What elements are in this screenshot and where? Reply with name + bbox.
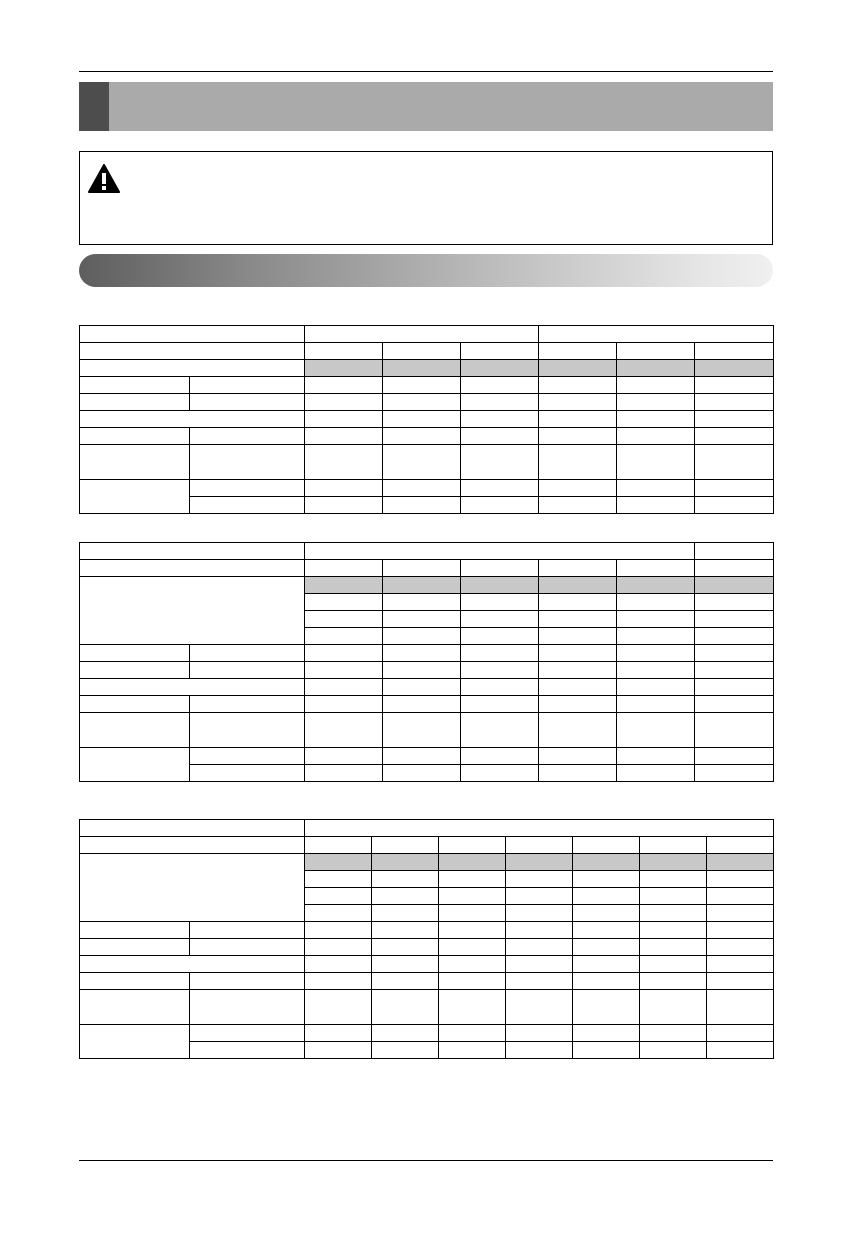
table-cell [695, 377, 774, 394]
table-cell [506, 854, 573, 871]
table-cell [640, 973, 707, 990]
table-row [80, 560, 774, 577]
table-row [80, 411, 774, 428]
table-cell [190, 645, 305, 662]
table-cell [383, 679, 461, 696]
table-cell [695, 343, 774, 360]
table-cell [539, 428, 617, 445]
table-cell [80, 973, 190, 990]
table-cell [80, 837, 305, 854]
table-cell [539, 645, 617, 662]
table-cell [506, 837, 573, 854]
table-row [80, 577, 774, 594]
table-cell [617, 411, 695, 428]
table-cell [80, 990, 190, 1025]
table-cell [573, 871, 640, 888]
table-cell [190, 922, 305, 939]
table-cell [439, 888, 506, 905]
table-cell [617, 497, 695, 514]
table-cell [305, 939, 372, 956]
table-cell [539, 696, 617, 713]
table-cell [506, 905, 573, 922]
table-cell [695, 765, 774, 782]
table-cell [190, 696, 305, 713]
table-cell [573, 1042, 640, 1059]
table-cell [305, 611, 383, 628]
table-cell [372, 1042, 439, 1059]
table-cell [640, 1025, 707, 1042]
table-cell [640, 888, 707, 905]
table-cell [305, 645, 383, 662]
table-cell [439, 956, 506, 973]
table-cell [707, 854, 774, 871]
table-cell [461, 611, 539, 628]
table-cell [617, 560, 695, 577]
table-cell [383, 445, 461, 480]
table-cell [461, 497, 539, 514]
table-row [80, 854, 774, 871]
table-cell [372, 939, 439, 956]
table-cell [707, 990, 774, 1025]
table-cell [383, 560, 461, 577]
table-cell [80, 428, 190, 445]
table-cell [695, 411, 774, 428]
table-cell [305, 905, 372, 922]
table-cell [617, 360, 695, 377]
table-cell [707, 1042, 774, 1059]
table-cell [190, 1042, 305, 1059]
table-cell [80, 854, 305, 922]
table-cell [707, 871, 774, 888]
table-cell [695, 679, 774, 696]
table-row [80, 696, 774, 713]
table-row [80, 990, 774, 1025]
table-cell [506, 973, 573, 990]
table-cell [617, 594, 695, 611]
bottom-rule [79, 1160, 773, 1161]
table-cell [439, 854, 506, 871]
table-cell [80, 326, 305, 343]
table-cell [305, 973, 372, 990]
table-cell [305, 343, 383, 360]
table-cell [539, 765, 617, 782]
spec-table-1 [79, 325, 774, 514]
table-cell [439, 871, 506, 888]
table-cell [372, 1025, 439, 1042]
table-cell [617, 394, 695, 411]
table-cell [305, 888, 372, 905]
table-cell [190, 662, 305, 679]
table-cell [461, 713, 539, 748]
table-cell [695, 696, 774, 713]
table-row [80, 820, 774, 837]
table-cell [305, 577, 383, 594]
table-cell [461, 411, 539, 428]
table-cell [80, 343, 305, 360]
table-cell [461, 343, 539, 360]
table-cell [640, 1042, 707, 1059]
table-cell [383, 577, 461, 594]
table-cell [506, 922, 573, 939]
table-cell [305, 394, 383, 411]
table-cell [305, 497, 383, 514]
table-cell [617, 765, 695, 782]
top-rule [79, 71, 773, 72]
table-cell [305, 445, 383, 480]
table-cell [539, 713, 617, 748]
table-cell [372, 905, 439, 922]
table-cell [695, 543, 774, 560]
table-cell [695, 560, 774, 577]
table-cell [305, 679, 383, 696]
table-cell [190, 377, 305, 394]
table-cell [80, 445, 190, 480]
table-cell [617, 480, 695, 497]
table-cell [80, 713, 190, 748]
table-row [80, 428, 774, 445]
table-cell [695, 628, 774, 645]
table-cell [640, 837, 707, 854]
table-cell [190, 445, 305, 480]
table-cell [617, 377, 695, 394]
table-cell [190, 973, 305, 990]
table-cell [573, 1025, 640, 1042]
table-cell [80, 560, 305, 577]
table-cell [539, 560, 617, 577]
table-cell [617, 611, 695, 628]
table-cell [695, 360, 774, 377]
warning-triangle-icon [88, 164, 120, 194]
table-row [80, 377, 774, 394]
table-cell [461, 628, 539, 645]
table-cell [80, 662, 190, 679]
table-cell [190, 939, 305, 956]
table-row [80, 922, 774, 939]
table-cell [707, 922, 774, 939]
table-cell [305, 820, 774, 837]
table-cell [539, 377, 617, 394]
table-cell [461, 394, 539, 411]
table-cell [695, 497, 774, 514]
table-cell [305, 543, 695, 560]
table-row [80, 662, 774, 679]
table-row [80, 713, 774, 748]
table-cell [372, 837, 439, 854]
table-cell [80, 394, 190, 411]
table-cell [439, 990, 506, 1025]
table-cell [80, 645, 190, 662]
table-cell [383, 497, 461, 514]
table-cell [439, 939, 506, 956]
table-cell [695, 445, 774, 480]
table-cell [305, 326, 539, 343]
table-cell [305, 411, 383, 428]
table-cell [305, 628, 383, 645]
table-cell [372, 990, 439, 1025]
table-row [80, 679, 774, 696]
table-cell [80, 360, 305, 377]
table-cell [539, 326, 774, 343]
table-cell [80, 1025, 190, 1059]
table-row [80, 543, 774, 560]
table-cell [539, 662, 617, 679]
table-cell [190, 990, 305, 1025]
table-cell [539, 628, 617, 645]
spec-table-2 [79, 542, 774, 782]
table-cell [383, 696, 461, 713]
table-cell [461, 445, 539, 480]
table-cell [695, 394, 774, 411]
table-cell [461, 480, 539, 497]
table-cell [539, 394, 617, 411]
table-cell [461, 577, 539, 594]
table-cell [383, 480, 461, 497]
table-cell [305, 662, 383, 679]
table-cell [707, 973, 774, 990]
table-cell [80, 480, 190, 514]
table-cell [80, 377, 190, 394]
table-cell [383, 343, 461, 360]
table-cell [506, 1042, 573, 1059]
table-cell [383, 394, 461, 411]
table-cell [461, 428, 539, 445]
chapter-title-bar [79, 82, 773, 131]
table-cell [383, 594, 461, 611]
table-cell [305, 765, 383, 782]
table-cell [461, 560, 539, 577]
table-row [80, 645, 774, 662]
table-cell [305, 377, 383, 394]
table-cell [305, 748, 383, 765]
table-cell [573, 888, 640, 905]
table-cell [305, 480, 383, 497]
table-cell [695, 611, 774, 628]
table-cell [190, 497, 305, 514]
table-cell [695, 594, 774, 611]
table-cell [305, 360, 383, 377]
table-cell [617, 645, 695, 662]
table-cell [80, 939, 190, 956]
table-cell [383, 748, 461, 765]
table-cell [372, 956, 439, 973]
table-cell [573, 939, 640, 956]
section-title-bar [79, 254, 773, 287]
table-cell [439, 922, 506, 939]
table-cell [573, 956, 640, 973]
table-cell [617, 343, 695, 360]
table-cell [383, 360, 461, 377]
table-cell [539, 480, 617, 497]
table-cell [461, 679, 539, 696]
table-cell [707, 905, 774, 922]
table-row [80, 343, 774, 360]
table-cell [80, 411, 305, 428]
table-cell [707, 837, 774, 854]
table-cell [439, 1025, 506, 1042]
table-row [80, 939, 774, 956]
table-cell [461, 360, 539, 377]
table-cell [506, 871, 573, 888]
table-row [80, 956, 774, 973]
table-row [80, 1025, 774, 1042]
table-cell [80, 543, 305, 560]
table-cell [695, 577, 774, 594]
table-cell [461, 594, 539, 611]
table-cell [573, 990, 640, 1025]
table-cell [640, 939, 707, 956]
table-row [80, 360, 774, 377]
table-cell [190, 428, 305, 445]
table-cell [617, 713, 695, 748]
table-cell [305, 837, 372, 854]
table-cell [461, 645, 539, 662]
table-cell [617, 445, 695, 480]
table-cell [383, 611, 461, 628]
table-cell [80, 922, 190, 939]
table-cell [539, 611, 617, 628]
table-cell [707, 939, 774, 956]
table-cell [640, 905, 707, 922]
table-cell [305, 696, 383, 713]
table-cell [383, 765, 461, 782]
table-cell [80, 956, 305, 973]
table-cell [707, 1025, 774, 1042]
table-cell [573, 854, 640, 871]
table-cell [539, 343, 617, 360]
table-cell [80, 696, 190, 713]
table-cell [80, 748, 190, 782]
table-cell [695, 480, 774, 497]
table-cell [695, 662, 774, 679]
table-cell [372, 871, 439, 888]
table-cell [439, 1042, 506, 1059]
table-cell [383, 428, 461, 445]
table-row [80, 326, 774, 343]
table-row [80, 973, 774, 990]
table-cell [640, 922, 707, 939]
table-row [80, 394, 774, 411]
table-cell [305, 871, 372, 888]
table-cell [539, 445, 617, 480]
table-cell [707, 956, 774, 973]
table-cell [539, 497, 617, 514]
table-cell [190, 480, 305, 497]
table-cell [539, 577, 617, 594]
table-cell [539, 748, 617, 765]
table-cell [539, 594, 617, 611]
table-cell [80, 820, 305, 837]
table-cell [439, 837, 506, 854]
table-cell [383, 377, 461, 394]
table-cell [573, 837, 640, 854]
table-cell [372, 922, 439, 939]
table-cell [506, 956, 573, 973]
spec-table-3 [79, 819, 774, 1059]
table-row [80, 837, 774, 854]
table-cell [305, 594, 383, 611]
table-cell [80, 679, 305, 696]
table-cell [461, 377, 539, 394]
table-cell [461, 748, 539, 765]
table-cell [305, 956, 372, 973]
table-cell [573, 973, 640, 990]
table-row [80, 480, 774, 497]
table-row [80, 445, 774, 480]
table-cell [372, 888, 439, 905]
table-cell [617, 577, 695, 594]
table-cell [506, 939, 573, 956]
table-cell [461, 662, 539, 679]
table-cell [305, 854, 372, 871]
table-cell [573, 922, 640, 939]
table-cell [190, 748, 305, 765]
table-cell [383, 411, 461, 428]
table-cell [506, 990, 573, 1025]
table-cell [190, 713, 305, 748]
table-cell [640, 871, 707, 888]
table-cell [190, 765, 305, 782]
table-cell [617, 662, 695, 679]
table-cell [383, 628, 461, 645]
table-cell [640, 854, 707, 871]
table-cell [383, 645, 461, 662]
table-cell [190, 394, 305, 411]
table-cell [305, 1025, 372, 1042]
table-row [80, 748, 774, 765]
table-cell [439, 973, 506, 990]
table-cell [617, 748, 695, 765]
table-cell [617, 696, 695, 713]
chapter-tab [79, 82, 109, 131]
table-cell [439, 905, 506, 922]
table-cell [539, 411, 617, 428]
table-cell [372, 973, 439, 990]
table-cell [573, 905, 640, 922]
table-cell [695, 748, 774, 765]
table-cell [461, 765, 539, 782]
table-cell [372, 854, 439, 871]
table-cell [305, 713, 383, 748]
table-cell [461, 696, 539, 713]
table-cell [695, 645, 774, 662]
table-cell [506, 1025, 573, 1042]
table-cell [305, 428, 383, 445]
table-cell [695, 713, 774, 748]
table-cell [695, 428, 774, 445]
table-cell [539, 679, 617, 696]
table-cell [383, 662, 461, 679]
table-cell [305, 1042, 372, 1059]
table-cell [305, 560, 383, 577]
table-cell [539, 360, 617, 377]
table-cell [80, 577, 305, 645]
warning-box [79, 151, 773, 245]
table-cell [707, 888, 774, 905]
table-cell [190, 1025, 305, 1042]
table-cell [640, 990, 707, 1025]
table-cell [506, 888, 573, 905]
table-cell [383, 713, 461, 748]
table-cell [617, 428, 695, 445]
table-cell [640, 956, 707, 973]
table-cell [617, 679, 695, 696]
table-cell [617, 628, 695, 645]
table-cell [305, 990, 372, 1025]
table-cell [305, 922, 372, 939]
